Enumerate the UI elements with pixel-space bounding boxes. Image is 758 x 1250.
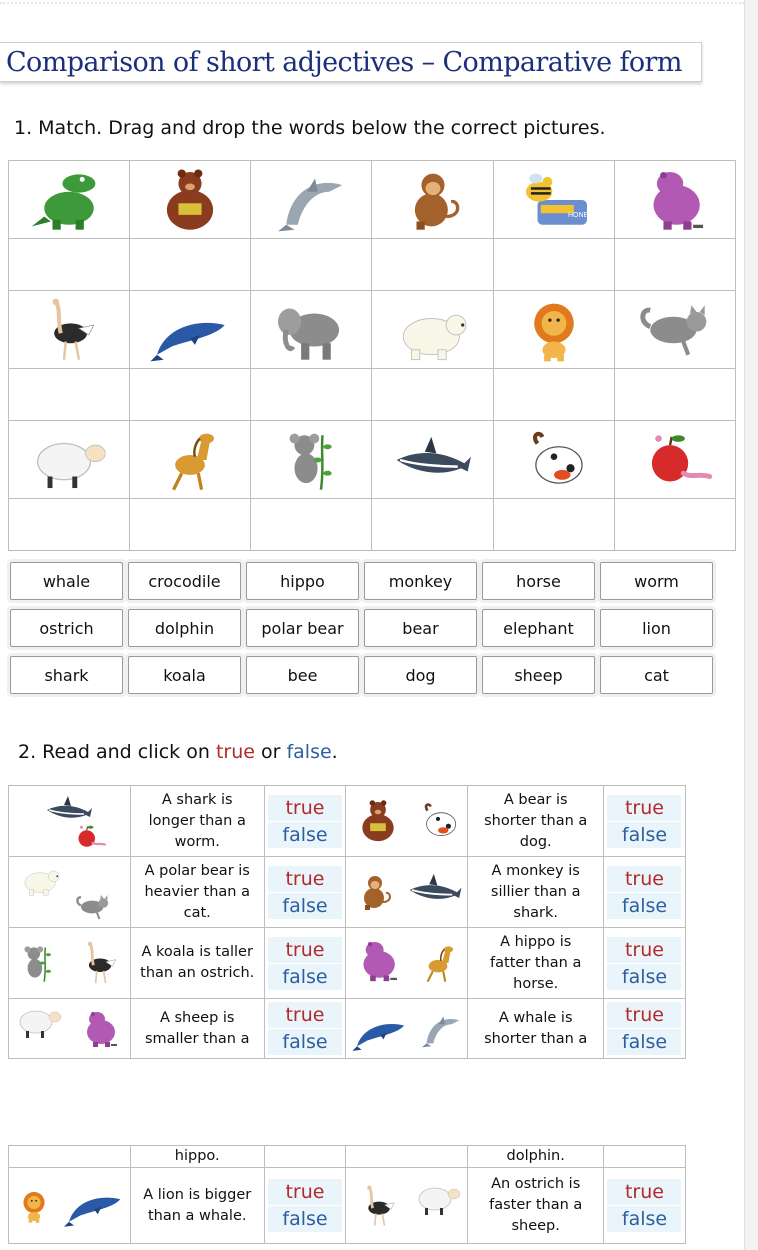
monkey-icon: [350, 867, 400, 917]
drop-zone[interactable]: [9, 499, 130, 551]
word-tile[interactable]: bear: [364, 609, 477, 647]
lion-icon: [512, 297, 596, 363]
drop-zone[interactable]: [251, 239, 372, 291]
answer-buttons: [264, 999, 346, 1059]
picture-cell: [372, 421, 493, 499]
word-tile[interactable]: monkey: [364, 562, 477, 600]
statement-line: than an ostrich.: [140, 965, 255, 981]
polar-bear-icon: [13, 861, 69, 897]
true-false-table: [8, 785, 686, 1059]
sheep-icon: [413, 1176, 463, 1220]
drop-zone[interactable]: [251, 369, 372, 421]
word-tile[interactable]: koala: [128, 656, 241, 694]
statement-continuation: dolphin.: [468, 1146, 604, 1168]
horse-icon: [412, 933, 464, 993]
true-false-table-continued: [8, 1145, 686, 1244]
picture-pair: [9, 1168, 131, 1244]
dog-icon: [512, 427, 596, 493]
answer-buttons: [264, 786, 346, 857]
drop-zone[interactable]: [614, 239, 735, 291]
statement-line: A sheep is: [159, 1009, 235, 1026]
drop-zone[interactable]: [130, 499, 251, 551]
shark-icon: [391, 427, 475, 493]
false-button[interactable]: false: [268, 1029, 342, 1055]
statement-row: [9, 999, 686, 1059]
answer-buttons: [264, 1168, 346, 1244]
picture-pair: [346, 999, 468, 1059]
statement-line: longer than a: [148, 812, 246, 829]
picture-pair: [9, 857, 131, 928]
picture-cell: [130, 291, 251, 369]
word-tile[interactable]: dolphin: [128, 609, 241, 647]
word-bank-row: [10, 562, 722, 600]
drop-zone[interactable]: [614, 499, 735, 551]
word-tile[interactable]: polar bear: [246, 609, 359, 647]
false-button[interactable]: false: [268, 893, 342, 919]
word-tile[interactable]: whale: [10, 562, 123, 600]
lion-icon: [12, 1178, 56, 1234]
statement-text: [130, 928, 264, 999]
statement-line: faster than a: [489, 1197, 583, 1213]
false-button[interactable]: false: [268, 1206, 342, 1232]
true-button[interactable]: true: [268, 795, 342, 821]
cat-icon: [65, 891, 121, 923]
statement-text: [468, 857, 604, 928]
true-button[interactable]: true: [268, 937, 342, 963]
statement-line: A bear is: [503, 791, 568, 808]
picture-cell: [493, 421, 614, 499]
instruction-end: .: [331, 741, 338, 763]
statement-text: [468, 928, 604, 999]
picture-pair: [9, 999, 131, 1059]
picture-cell: [493, 161, 614, 239]
statement-line: A polar bear is: [144, 862, 250, 879]
picture-pair: [346, 1168, 468, 1244]
picture-cell: [614, 291, 735, 369]
drop-zone[interactable]: [493, 499, 614, 551]
statement-line: A koala is taller: [141, 944, 253, 960]
true-button[interactable]: true: [268, 866, 342, 892]
picture-cell: [614, 421, 735, 499]
statement-line: sheep.: [511, 1218, 560, 1234]
statement-line: heavier than a: [144, 883, 250, 900]
hippo-icon: [633, 167, 717, 233]
answer-buttons: [603, 999, 685, 1059]
drop-zone[interactable]: [372, 499, 493, 551]
picture-cell: [251, 161, 372, 239]
picture-pair: [9, 786, 131, 857]
picture-pair: [346, 857, 468, 928]
statement-row: [9, 786, 686, 857]
picture-cell: [9, 161, 130, 239]
answer-buttons: [264, 928, 346, 999]
false-button[interactable]: false: [607, 1029, 681, 1055]
statement-row: [9, 1168, 686, 1244]
word-tile[interactable]: shark: [10, 656, 123, 694]
statement-line: horse.: [513, 975, 559, 992]
statement-row: [9, 928, 686, 999]
picture-cell: [130, 421, 251, 499]
word-tile[interactable]: worm: [600, 562, 713, 600]
statement-text: [130, 786, 264, 857]
honey-jar-label: HONEY: [567, 211, 593, 219]
shark-icon: [406, 867, 464, 913]
word-tile[interactable]: horse: [482, 562, 595, 600]
instruction-true-word: true: [215, 741, 255, 763]
true-button[interactable]: true: [607, 1002, 681, 1028]
cat-icon: [633, 297, 717, 363]
empty-cell: [346, 1146, 468, 1168]
statement-line: A whale is: [498, 1009, 573, 1026]
statement-text: [130, 1168, 264, 1244]
scrollbar-track[interactable]: [744, 0, 758, 1250]
instruction-or: or: [254, 741, 287, 763]
worm-icon: [69, 822, 109, 852]
picture-cell: [251, 291, 372, 369]
word-tile[interactable]: sheep: [482, 656, 595, 694]
statement-text: [468, 999, 604, 1059]
worm-icon: [633, 427, 717, 493]
statement-line: A monkey is: [491, 862, 580, 879]
polar-bear-icon: [391, 297, 475, 363]
false-button[interactable]: false: [607, 1206, 681, 1232]
bear-icon: [350, 796, 406, 846]
drop-zone[interactable]: [130, 369, 251, 421]
horse-icon: [148, 427, 232, 493]
drop-zone[interactable]: [130, 239, 251, 291]
false-button[interactable]: false: [607, 822, 681, 848]
statement-line: shorter than a: [484, 1030, 588, 1047]
true-button[interactable]: true: [607, 937, 681, 963]
word-tile[interactable]: crocodile: [128, 562, 241, 600]
statement-line: cat.: [183, 904, 211, 921]
drop-zone[interactable]: [372, 239, 493, 291]
drop-zone[interactable]: [614, 369, 735, 421]
exercise-1-instruction: 1. Match. Drag and drop the words below the correct pictures.: [14, 117, 606, 139]
picture-cell: [614, 161, 735, 239]
statement-line: smaller than a: [144, 1030, 250, 1047]
page-title: Comparison of short adjectives – Comparative form: [6, 47, 682, 78]
word-tile[interactable]: dog: [364, 656, 477, 694]
statement-row: [9, 857, 686, 928]
drop-zone[interactable]: [9, 239, 130, 291]
word-tile[interactable]: lion: [600, 609, 713, 647]
word-tile[interactable]: bee: [246, 656, 359, 694]
picture-cell: [251, 421, 372, 499]
picture-cell: [9, 291, 130, 369]
picture-cell: [372, 161, 493, 239]
instruction-false-word: false: [286, 741, 332, 763]
answer-buttons: [603, 1168, 685, 1244]
matching-grid: [8, 160, 736, 551]
exercise-2-instruction: [18, 741, 338, 763]
true-button[interactable]: true: [268, 1002, 342, 1028]
dolphin-icon: [417, 1006, 465, 1052]
statement-text: [468, 786, 604, 857]
answer-buttons: [603, 786, 685, 857]
drop-zone[interactable]: [251, 499, 372, 551]
statement-text: [468, 1168, 604, 1244]
sheep-icon: [27, 427, 111, 493]
answer-buttons: [264, 857, 346, 928]
word-bank-row: [10, 656, 722, 694]
picture-cell: [372, 291, 493, 369]
empty-cell: [9, 1146, 131, 1168]
false-button[interactable]: false: [607, 893, 681, 919]
picture-pair: [346, 928, 468, 999]
picture-pair: [9, 928, 131, 999]
picture-cell: [493, 291, 614, 369]
statement-continuation: hippo.: [130, 1146, 264, 1168]
drop-zone[interactable]: [9, 369, 130, 421]
drop-zone[interactable]: [493, 369, 614, 421]
whale-icon: [61, 1178, 127, 1228]
false-button[interactable]: false: [268, 822, 342, 848]
sheep-icon: [14, 1001, 64, 1041]
ostrich-icon: [27, 297, 111, 363]
monkey-icon: [391, 167, 475, 233]
statement-line: shorter than a: [484, 812, 588, 829]
word-tile[interactable]: elephant: [482, 609, 595, 647]
true-button[interactable]: true: [607, 795, 681, 821]
statement-text: [130, 857, 264, 928]
answer-buttons: [603, 857, 685, 928]
statement-line: sillier than a: [490, 883, 581, 900]
word-tile[interactable]: cat: [600, 656, 713, 694]
picture-cell: [9, 421, 130, 499]
false-button[interactable]: false: [607, 964, 681, 990]
false-button[interactable]: false: [268, 964, 342, 990]
true-button[interactable]: true: [607, 1179, 681, 1205]
statement-line: shark.: [513, 904, 558, 921]
bear-icon: [148, 167, 232, 233]
koala-icon: [12, 933, 64, 993]
statement-line: A hippo is: [500, 933, 572, 950]
true-button[interactable]: true: [268, 1179, 342, 1205]
answer-buttons: [603, 928, 685, 999]
page-top-border: [0, 2, 744, 4]
empty-cell: [264, 1146, 346, 1168]
true-button[interactable]: true: [607, 866, 681, 892]
dog-icon: [412, 796, 464, 846]
dolphin-icon: [269, 167, 353, 233]
instruction-prefix: 2. Read and click on: [18, 741, 216, 763]
whale-icon: [349, 1006, 411, 1052]
word-bank-row: [10, 609, 722, 647]
continuation-row: [9, 1146, 686, 1168]
ostrich-icon: [71, 933, 127, 993]
statement-line: fatter than a: [490, 954, 582, 971]
picture-pair: [346, 786, 468, 857]
word-tile[interactable]: ostrich: [10, 609, 123, 647]
statement-line: A lion is bigger: [143, 1186, 252, 1203]
statement-line: dog.: [519, 833, 552, 850]
title-box: [0, 42, 702, 82]
statement-line: than a whale.: [147, 1207, 247, 1224]
hippo-icon: [350, 933, 406, 989]
hippo-icon: [75, 1001, 125, 1057]
statement-line: An ostrich is: [491, 1176, 581, 1192]
crocodile-icon: [27, 167, 111, 233]
drop-zone[interactable]: [493, 239, 614, 291]
ostrich-icon: [351, 1176, 405, 1236]
word-bank: [10, 562, 722, 703]
whale-icon: [148, 297, 232, 363]
koala-icon: [269, 427, 353, 493]
word-tile[interactable]: hippo: [246, 562, 359, 600]
statement-line: worm.: [174, 833, 220, 850]
statement-line: A shark is: [161, 791, 233, 808]
elephant-icon: [269, 297, 353, 363]
picture-cell: [130, 161, 251, 239]
statement-text: [130, 999, 264, 1059]
bee-icon: [512, 167, 596, 233]
drop-zone[interactable]: [372, 369, 493, 421]
empty-cell: [603, 1146, 685, 1168]
